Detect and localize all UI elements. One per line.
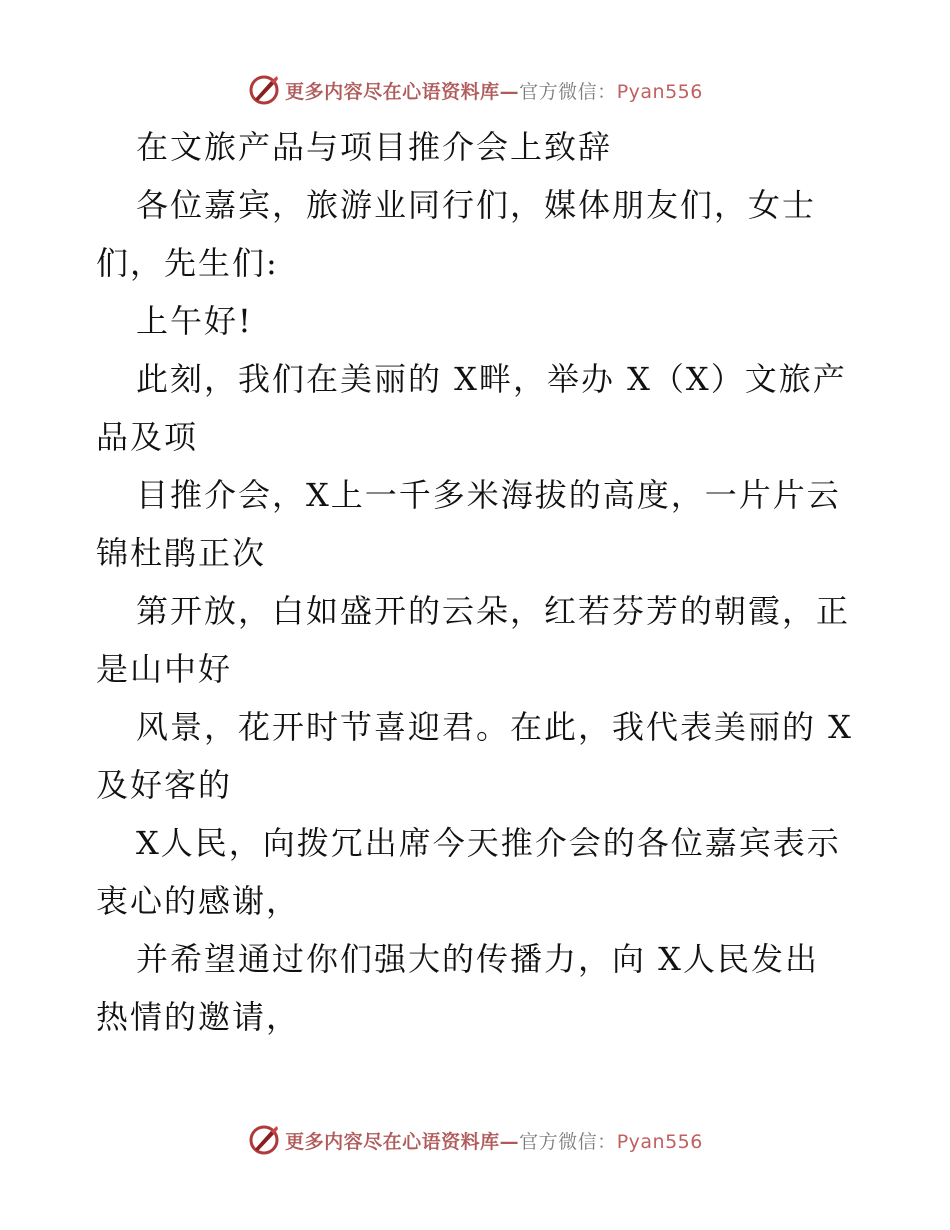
footer-banner-text: 更多内容尽在心语资料库—官方微信：Pyan556 [285,1130,703,1153]
header-banner [0,70,950,110]
paragraph-line: X人民，向拨冗出席今天推介会的各位嘉宾表示 [136,824,841,862]
header-banner-text: 更多内容尽在心语资料库—官方微信：Pyan556 [285,80,703,103]
paragraph-line: 是山中好 [96,650,233,688]
paragraph-line: 锦杜鹃正次 [96,534,267,572]
paragraph-line: 们，先生们: [96,244,279,282]
paragraph-line: 品及项 [96,418,199,456]
paragraph-line: 上午好! [136,302,253,340]
paragraph-line: 各位嘉宾，旅游业同行们，媒体朋友们，女士 [136,186,817,224]
footer-banner [0,1120,950,1160]
paragraph-line: 衷心的感谢， [96,882,301,920]
quill-pen-logo-icon [247,73,281,107]
paragraph-line: 热情的邀请， [96,998,301,1036]
document-title: 在文旅产品与项目推介会上致辞 [136,128,613,166]
paragraph-line: 风景，花开时节喜迎君。在此，我代表美丽的 X [136,708,853,746]
paragraph-line: 及好客的 [96,766,233,804]
document-body [96,118,856,1046]
paragraph-line: 第开放，白如盛开的云朵，红若芬芳的朝霞，正 [136,592,851,630]
quill-pen-logo-icon [247,1123,281,1157]
paragraph-line: 此刻，我们在美丽的 X畔，举办 X（X）文旅产 [136,360,847,398]
paragraph-line: 目推介会，X上一千多米海拔的高度，一片片云 [136,476,841,514]
paragraph-line: 并希望通过你们强大的传播力，向 X人民发出 [136,940,819,978]
